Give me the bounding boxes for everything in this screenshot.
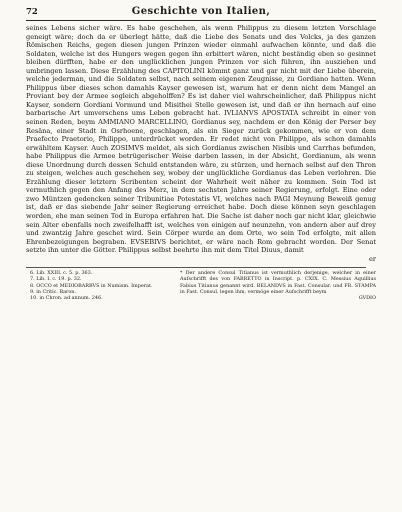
body-catchword: er [368,254,376,263]
footnote-divider [26,267,366,268]
footnote-asterisk: * Der andere Consul Titianus ist vermuthlich derjenige, welcher in einer Aufschrifft des von FABRETTO in Inscript. p. CXIX. C. Messius Aquillius Fabius Titianus genannt wird. BELANDVS in Fast. Consular. und FR. STAMPA in Fast. Consul. legen ihm, vermöge einer Aufschrifft beym [180,269,376,295]
footnote-catchword: GVDIO [358,295,376,302]
footnote-item: 8. OCCO et MEDIOBARBVS in Numism. Imperat. [30,282,153,289]
footnotes-right-column [180,270,376,302]
footnotes [26,270,376,302]
footnote-item: 10. in Chron. ad annum. 246. [30,295,103,302]
footnote-item: 7. Lib. I. c. 19. p. 32. [30,276,82,283]
footnote-item: 9. in Critic. Baron. [30,288,77,295]
footnote-item: 6. Lib. XXIII. c. 5. p. 363. [30,269,93,276]
main-text [26,24,376,255]
page-number: 72 [26,7,38,17]
page-header [26,6,376,21]
body-paragraph: seines Lebens sicher wäre. Es habe geschehen, als wenn Philippus zu diesem letzten Vorschlage geneigt wäre; doch da er überlegt hätte, daß die Liebe des Senats und des Volcks, ja des ganzen Römischen Reichs, gegen diesen jungen Prinzen wieder einmahl aufwachen könnte, und daß die Soldaten, welche ist des Hungers wegen gegen ihn erbittert wären, nicht beständig eben so gesinnet bleiben dürfften, habe er den unglücklichen jungen Prinzen vor sich führen, ihn ausziehen und umbringen lassen. Diese Erzählung des CAPITOLINI kömmt ganz und gar nicht mit der Liebe überein, welche jederman, und die Soldaten selbst, nach seinem eigenen Zeugnisse, zu Gordiano hatten. Wenn Philippus über dieses schon damahls Kayser gewesen ist, warum hat er denn nicht dem Mangel an Proviant bey der Armee sogleich abgeholffen? Es ist daher viel wahrscheinlicher, daß Philippus nicht Kayser, sondern Gordiani Vormund und Misithei Stelle gewesen ist, und daß er ihn hernach auf eine barbarische Art umverschens ums Leben gebracht hat. IVLIANVS APOSTATA schreibt in einer von seinen Reden, beym AMMIANO MARCELLINO, Gordianus sey, nachdem er den König der Perser bey Resäna, einer Stadt in Osrhoene, geschlagen, als ein Sieger zurück gekommen, wie er von dem Praefecto Praetorio, Philippo, unterdrücket worden. Er redet nicht von Philippo, als schon damahls erwähltem Kayser. Auch ZOSIMVS meldet, als sich Gordianus zwischen Nisibis und Carrhas befunden, habe Philippus die Armee betrügerischer Weise darben lassen, in der Absicht, Gordianum, als wenn diese Unordnung durch dessen Schuld entstanden wäre, zu stürzen, und hernach selbst auf den Thron zu steigen, welches auch geschehen sey, wobey der unglückliche Gordianus das Leben verlohren. Die Erzählung dieser letztern Scribenten scheint der Wahrheit weit näher zu kommen. Sein Tod ist vermuthlich gegen den Anfang des Merz, in dem sechsten Jahre seiner Regierung, erfolgt. Eine oder zwo Müntzen gedencken seiner Tribunitiae Potestatis VI, welches nach PAGI Meynung Beweiß genug ist, daß er das siebende Jahr seiner Regierung erreichet habe. Doch diese können seyn geschlagen worden, ehe man seinen Tod in Europa erfahren hat. Die Sache ist daher noch gar nicht klar, gleichwie sein Alter ebenfalls noch zweifelhafft ist, welches von einigen auf neunzehn, von andern aber auf drey und zwantzig Jahre geschet wird. Sein Cörper wurde an dem Orte, wo sein Tod erfolgte, mit allen Ehrenbezeigungen begraben. EVSEBIVS berichtet, er wäre nach Rom gebracht worden. Der Senat setzte ihn unter die Götter. Philippus selbst beehrte ihn mit dem Titel Diuus, damit [26,24,376,255]
running-title: Geschichte von Italien, [131,6,271,17]
footnotes-left-column [26,270,180,302]
